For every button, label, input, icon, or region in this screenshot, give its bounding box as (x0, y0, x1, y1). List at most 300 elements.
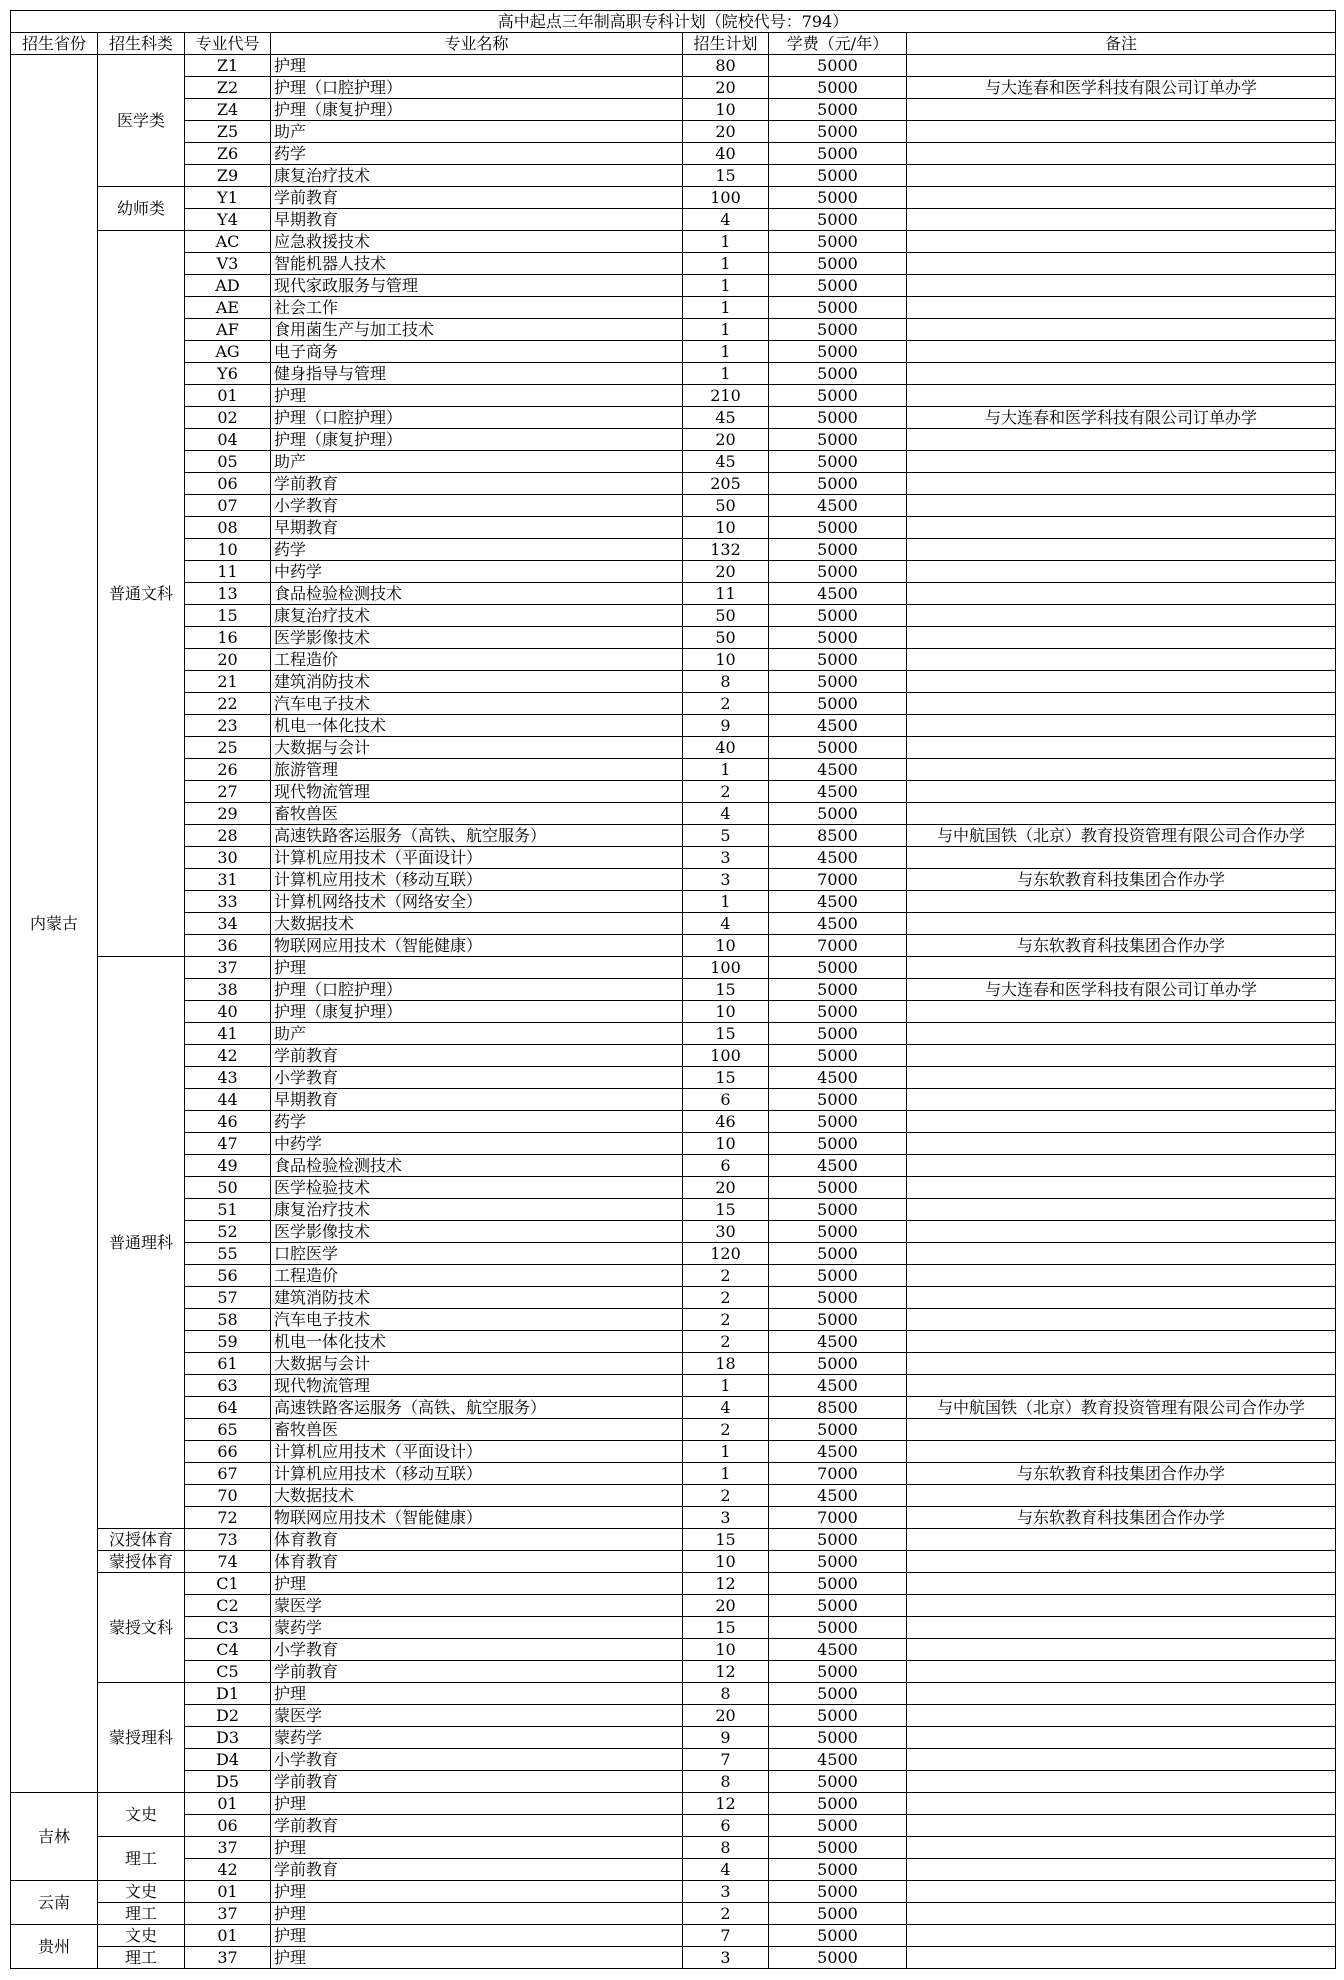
header-note: 备注 (907, 33, 1336, 55)
category-cell: 幼师类 (98, 187, 185, 231)
note-cell (907, 451, 1336, 473)
table-row (11, 605, 1336, 627)
note-cell (907, 737, 1336, 759)
note-cell (907, 121, 1336, 143)
table-row (11, 1023, 1336, 1045)
note-cell (907, 715, 1336, 737)
major-cell: 智能机器人技术 (271, 253, 683, 275)
fee-cell: 4500 (769, 759, 907, 781)
note-cell (907, 561, 1336, 583)
note-cell (907, 1881, 1336, 1903)
fee-cell: 7000 (769, 869, 907, 891)
major-cell: 小学教育 (271, 1749, 683, 1771)
note-cell (907, 1661, 1336, 1683)
fee-cell: 5000 (769, 1551, 907, 1573)
note-cell (907, 363, 1336, 385)
plan-cell: 10 (683, 1639, 769, 1661)
fee-cell: 7000 (769, 935, 907, 957)
note-cell (907, 1441, 1336, 1463)
major-cell: 药学 (271, 143, 683, 165)
major-cell: 现代物流管理 (271, 781, 683, 803)
table-row (11, 319, 1336, 341)
table-row (11, 429, 1336, 451)
code-cell: 46 (185, 1111, 271, 1133)
fee-cell: 5000 (769, 1001, 907, 1023)
fee-cell: 5000 (769, 1903, 907, 1925)
major-cell: 蒙医学 (271, 1595, 683, 1617)
fee-cell: 5000 (769, 1111, 907, 1133)
fee-cell: 5000 (769, 803, 907, 825)
fee-cell: 5000 (769, 979, 907, 1001)
code-cell: 28 (185, 825, 271, 847)
plan-cell: 15 (683, 1529, 769, 1551)
code-cell: 36 (185, 935, 271, 957)
fee-cell: 5000 (769, 99, 907, 121)
code-cell: 10 (185, 539, 271, 561)
major-cell: 工程造价 (271, 1265, 683, 1287)
plan-cell: 15 (683, 979, 769, 1001)
table-row (11, 561, 1336, 583)
fee-cell: 4500 (769, 913, 907, 935)
fee-cell: 5000 (769, 55, 907, 77)
table-row (11, 1815, 1336, 1837)
code-cell: 01 (185, 1793, 271, 1815)
note-cell (907, 1617, 1336, 1639)
plan-cell: 11 (683, 583, 769, 605)
code-cell: 73 (185, 1529, 271, 1551)
category-cell: 医学类 (98, 55, 185, 187)
plan-cell: 2 (683, 781, 769, 803)
plan-cell: 1 (683, 231, 769, 253)
major-cell: 学前教育 (271, 1815, 683, 1837)
major-cell: 护理 (271, 1881, 683, 1903)
major-cell: 护理 (271, 1793, 683, 1815)
table-row (11, 1243, 1336, 1265)
major-cell: 现代物流管理 (271, 1375, 683, 1397)
note-cell (907, 1815, 1336, 1837)
table-row (11, 1749, 1336, 1771)
note-cell (907, 671, 1336, 693)
table-row (11, 1727, 1336, 1749)
major-cell: 高速铁路客运服务（高铁、航空服务） (271, 825, 683, 847)
plan-cell: 3 (683, 869, 769, 891)
note-cell (907, 1947, 1336, 1969)
plan-cell: 1 (683, 759, 769, 781)
major-cell: 体育教育 (271, 1551, 683, 1573)
code-cell: 64 (185, 1397, 271, 1419)
note-cell: 与东软教育科技集团合作办学 (907, 869, 1336, 891)
table-row (11, 935, 1336, 957)
fee-cell: 4500 (769, 891, 907, 913)
plan-cell: 9 (683, 715, 769, 737)
major-cell: 机电一体化技术 (271, 715, 683, 737)
category-cell: 理工 (98, 1837, 185, 1881)
note-cell (907, 297, 1336, 319)
major-cell: 食用菌生产与加工技术 (271, 319, 683, 341)
fee-cell: 8500 (769, 825, 907, 847)
fee-cell: 5000 (769, 1947, 907, 1969)
table-row (11, 1221, 1336, 1243)
table-row (11, 143, 1336, 165)
major-cell: 药学 (271, 1111, 683, 1133)
major-cell: 中药学 (271, 561, 683, 583)
major-cell: 大数据与会计 (271, 1353, 683, 1375)
fee-cell: 5000 (769, 297, 907, 319)
fee-cell: 5000 (769, 1177, 907, 1199)
table-row (11, 1903, 1336, 1925)
table-row (11, 231, 1336, 253)
table-row (11, 1925, 1336, 1947)
major-cell: 医学影像技术 (271, 627, 683, 649)
major-cell: 助产 (271, 451, 683, 473)
code-cell: Z9 (185, 165, 271, 187)
plan-cell: 5 (683, 825, 769, 847)
code-cell: 15 (185, 605, 271, 627)
plan-cell: 20 (683, 429, 769, 451)
major-cell: 计算机应用技术（移动互联） (271, 869, 683, 891)
plan-cell: 20 (683, 1177, 769, 1199)
code-cell: 44 (185, 1089, 271, 1111)
plan-cell: 1 (683, 297, 769, 319)
fee-cell: 5000 (769, 627, 907, 649)
major-cell: 社会工作 (271, 297, 683, 319)
note-cell (907, 231, 1336, 253)
code-cell: AG (185, 341, 271, 363)
table-row (11, 1177, 1336, 1199)
table-row (11, 583, 1336, 605)
note-cell (907, 1067, 1336, 1089)
table-row (11, 1045, 1336, 1067)
note-cell (907, 1243, 1336, 1265)
table-row (11, 1683, 1336, 1705)
plan-cell: 10 (683, 99, 769, 121)
major-cell: 食品检验检测技术 (271, 583, 683, 605)
table-row (11, 363, 1336, 385)
fee-cell: 5000 (769, 1705, 907, 1727)
major-cell: 学前教育 (271, 473, 683, 495)
major-cell: 建筑消防技术 (271, 671, 683, 693)
table-row (11, 957, 1336, 979)
note-cell (907, 473, 1336, 495)
code-cell: 65 (185, 1419, 271, 1441)
code-cell: 56 (185, 1265, 271, 1287)
plan-cell: 4 (683, 1397, 769, 1419)
plan-cell: 2 (683, 1309, 769, 1331)
major-cell: 护理 (271, 1683, 683, 1705)
note-cell (907, 1771, 1336, 1793)
note-cell (907, 649, 1336, 671)
plan-cell: 1 (683, 253, 769, 275)
code-cell: Z6 (185, 143, 271, 165)
fee-cell: 5000 (769, 957, 907, 979)
note-cell (907, 385, 1336, 407)
fee-cell: 4500 (769, 1749, 907, 1771)
note-cell: 与东软教育科技集团合作办学 (907, 1507, 1336, 1529)
plan-cell: 1 (683, 1441, 769, 1463)
plan-cell: 1 (683, 363, 769, 385)
fee-cell: 5000 (769, 319, 907, 341)
fee-cell: 5000 (769, 1683, 907, 1705)
code-cell: Z5 (185, 121, 271, 143)
table-row (11, 1661, 1336, 1683)
note-cell (907, 847, 1336, 869)
note-cell (907, 1089, 1336, 1111)
major-cell: 小学教育 (271, 495, 683, 517)
fee-cell: 5000 (769, 1661, 907, 1683)
fee-cell: 5000 (769, 429, 907, 451)
major-cell: 计算机网络技术（网络安全） (271, 891, 683, 913)
code-cell: 25 (185, 737, 271, 759)
table-row (11, 781, 1336, 803)
code-cell: 06 (185, 473, 271, 495)
fee-cell: 5000 (769, 363, 907, 385)
major-cell: 旅游管理 (271, 759, 683, 781)
table-row (11, 891, 1336, 913)
enrollment-plan-table (10, 10, 1336, 1969)
table-row (11, 737, 1336, 759)
note-cell (907, 1353, 1336, 1375)
code-cell: 07 (185, 495, 271, 517)
fee-cell: 5000 (769, 1265, 907, 1287)
code-cell: Y4 (185, 209, 271, 231)
code-cell: 63 (185, 1375, 271, 1397)
code-cell: 70 (185, 1485, 271, 1507)
code-cell: 72 (185, 1507, 271, 1529)
table-row (11, 1947, 1336, 1969)
major-cell: 医学影像技术 (271, 1221, 683, 1243)
table-row (11, 1507, 1336, 1529)
plan-cell: 4 (683, 1859, 769, 1881)
category-cell: 普通文科 (98, 231, 185, 957)
note-cell (907, 1265, 1336, 1287)
code-cell: 74 (185, 1551, 271, 1573)
table-row (11, 1133, 1336, 1155)
fee-cell: 5000 (769, 1617, 907, 1639)
province-cell: 内蒙古 (11, 55, 98, 1793)
fee-cell: 5000 (769, 1199, 907, 1221)
code-cell: AF (185, 319, 271, 341)
major-cell: 蒙药学 (271, 1727, 683, 1749)
plan-cell: 2 (683, 1331, 769, 1353)
code-cell: 31 (185, 869, 271, 891)
plan-cell: 4 (683, 209, 769, 231)
note-cell (907, 1551, 1336, 1573)
table-row (11, 1859, 1336, 1881)
code-cell: 37 (185, 957, 271, 979)
fee-cell: 5000 (769, 121, 907, 143)
note-cell (907, 1045, 1336, 1067)
note-cell (907, 187, 1336, 209)
code-cell: 02 (185, 407, 271, 429)
plan-cell: 12 (683, 1573, 769, 1595)
table-row (11, 847, 1336, 869)
code-cell: D4 (185, 1749, 271, 1771)
major-cell: 体育教育 (271, 1529, 683, 1551)
fee-cell: 4500 (769, 1331, 907, 1353)
table-row (11, 1199, 1336, 1221)
fee-cell: 5000 (769, 1133, 907, 1155)
code-cell: 37 (185, 1837, 271, 1859)
note-cell (907, 1903, 1336, 1925)
table-row (11, 1287, 1336, 1309)
plan-cell: 20 (683, 561, 769, 583)
plan-cell: 12 (683, 1661, 769, 1683)
fee-cell: 5000 (769, 1793, 907, 1815)
category-cell: 文史 (98, 1881, 185, 1903)
plan-cell: 50 (683, 627, 769, 649)
category-cell: 普通理科 (98, 957, 185, 1529)
code-cell: Z1 (185, 55, 271, 77)
fee-cell: 5000 (769, 1243, 907, 1265)
note-cell (907, 1573, 1336, 1595)
major-cell: 学前教育 (271, 1859, 683, 1881)
table-row (11, 1353, 1336, 1375)
table-row (11, 1155, 1336, 1177)
plan-cell: 1 (683, 319, 769, 341)
note-cell (907, 539, 1336, 561)
plan-cell: 40 (683, 143, 769, 165)
code-cell: 27 (185, 781, 271, 803)
code-cell: 21 (185, 671, 271, 693)
fee-cell: 5000 (769, 1045, 907, 1067)
code-cell: 01 (185, 1881, 271, 1903)
code-cell: Y1 (185, 187, 271, 209)
major-cell: 蒙药学 (271, 1617, 683, 1639)
category-cell: 汉授体育 (98, 1529, 185, 1551)
plan-cell: 50 (683, 495, 769, 517)
plan-cell: 2 (683, 1903, 769, 1925)
code-cell: 01 (185, 385, 271, 407)
major-cell: 护理（口腔护理） (271, 979, 683, 1001)
major-cell: 大数据技术 (271, 1485, 683, 1507)
fee-cell: 5000 (769, 517, 907, 539)
fee-cell: 5000 (769, 451, 907, 473)
fee-cell: 8500 (769, 1397, 907, 1419)
fee-cell: 5000 (769, 1573, 907, 1595)
code-cell: 33 (185, 891, 271, 913)
fee-cell: 5000 (769, 1353, 907, 1375)
code-cell: 38 (185, 979, 271, 1001)
code-cell: 52 (185, 1221, 271, 1243)
header-major: 专业名称 (271, 33, 683, 55)
fee-cell: 5000 (769, 187, 907, 209)
fee-cell: 7000 (769, 1463, 907, 1485)
header-fee: 学费（元/年） (769, 33, 907, 55)
fee-cell: 5000 (769, 341, 907, 363)
table-row (11, 77, 1336, 99)
plan-cell: 15 (683, 165, 769, 187)
note-cell (907, 1221, 1336, 1243)
table-row (11, 1089, 1336, 1111)
table-row (11, 1639, 1336, 1661)
code-cell: Z2 (185, 77, 271, 99)
plan-cell: 7 (683, 1749, 769, 1771)
major-cell: 学前教育 (271, 1045, 683, 1067)
major-cell: 护理 (271, 1573, 683, 1595)
code-cell: D3 (185, 1727, 271, 1749)
major-cell: 机电一体化技术 (271, 1331, 683, 1353)
major-cell: 大数据技术 (271, 913, 683, 935)
code-cell: 66 (185, 1441, 271, 1463)
table-row (11, 253, 1336, 275)
plan-cell: 50 (683, 605, 769, 627)
plan-cell: 8 (683, 1837, 769, 1859)
note-cell (907, 1529, 1336, 1551)
code-cell: 08 (185, 517, 271, 539)
plan-cell: 205 (683, 473, 769, 495)
note-cell: 与大连春和医学科技有限公司订单办学 (907, 979, 1336, 1001)
major-cell: 汽车电子技术 (271, 1309, 683, 1331)
code-cell: 59 (185, 1331, 271, 1353)
plan-cell: 1 (683, 1463, 769, 1485)
table-row (11, 1705, 1336, 1727)
plan-cell: 10 (683, 517, 769, 539)
fee-cell: 5000 (769, 1529, 907, 1551)
table-row (11, 1419, 1336, 1441)
plan-cell: 100 (683, 187, 769, 209)
fee-cell: 5000 (769, 407, 907, 429)
code-cell: 55 (185, 1243, 271, 1265)
table-row (11, 1001, 1336, 1023)
table-title: 高中起点三年制高职专科计划（院校代号：794） (11, 11, 1336, 33)
category-cell: 文史 (98, 1793, 185, 1837)
table-row (11, 627, 1336, 649)
code-cell: 30 (185, 847, 271, 869)
province-cell: 吉林 (11, 1793, 98, 1881)
note-cell (907, 605, 1336, 627)
note-cell (907, 495, 1336, 517)
plan-cell: 18 (683, 1353, 769, 1375)
plan-cell: 3 (683, 1507, 769, 1529)
plan-cell: 6 (683, 1089, 769, 1111)
fee-cell: 4500 (769, 1155, 907, 1177)
plan-cell: 2 (683, 1485, 769, 1507)
major-cell: 护理（康复护理） (271, 99, 683, 121)
header-category: 招生科类 (98, 33, 185, 55)
fee-cell: 5000 (769, 671, 907, 693)
plan-cell: 45 (683, 407, 769, 429)
note-cell (907, 1287, 1336, 1309)
note-cell (907, 1375, 1336, 1397)
plan-cell: 210 (683, 385, 769, 407)
plan-cell: 80 (683, 55, 769, 77)
plan-cell: 15 (683, 1617, 769, 1639)
note-cell (907, 1639, 1336, 1661)
fee-cell: 5000 (769, 77, 907, 99)
fee-cell: 5000 (769, 1925, 907, 1947)
code-cell: C1 (185, 1573, 271, 1595)
note-cell (907, 1793, 1336, 1815)
table-row (11, 1793, 1336, 1815)
code-cell: Y6 (185, 363, 271, 385)
fee-cell: 5000 (769, 1815, 907, 1837)
code-cell: C5 (185, 1661, 271, 1683)
fee-cell: 4500 (769, 1639, 907, 1661)
code-cell: 43 (185, 1067, 271, 1089)
plan-cell: 1 (683, 891, 769, 913)
header-plan: 招生计划 (683, 33, 769, 55)
code-cell: 20 (185, 649, 271, 671)
note-cell (907, 913, 1336, 935)
table-row (11, 715, 1336, 737)
fee-cell: 5000 (769, 165, 907, 187)
table-row (11, 275, 1336, 297)
fee-cell: 5000 (769, 605, 907, 627)
fee-cell: 5000 (769, 561, 907, 583)
major-cell: 口腔医学 (271, 1243, 683, 1265)
table-body (11, 55, 1336, 1969)
code-cell: D1 (185, 1683, 271, 1705)
